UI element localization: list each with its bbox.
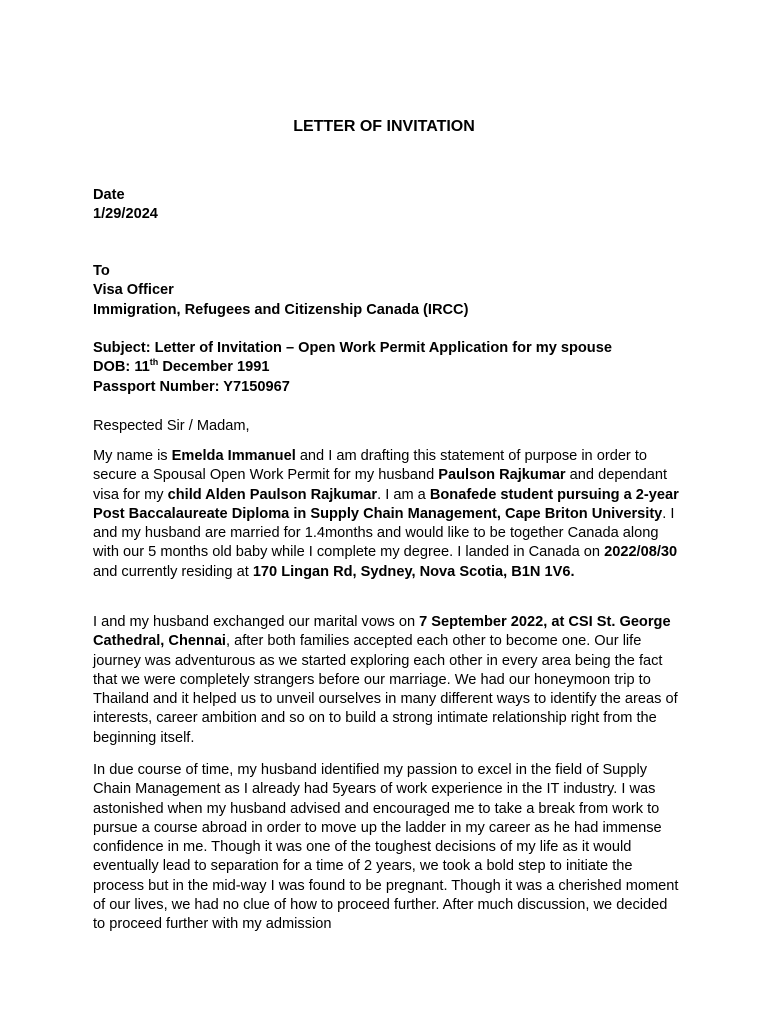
subject-block xyxy=(93,339,683,397)
recipient-department: Immigration, Refugees and Citizenship Canada (IRCC) xyxy=(93,301,469,318)
date-label: Date xyxy=(93,187,125,203)
passport-line: Passport Number: Y7150967 xyxy=(93,378,290,395)
date-block xyxy=(93,186,683,225)
dob-line: DOB: 11th December 1991 xyxy=(93,357,270,376)
subject-line: Subject: Letter of Invitation – Open Work Permit Application for my spouse xyxy=(93,340,612,356)
paragraph-career: In due course of time, my husband identified my passion to excel in the field of Supply Chain Management as I already had 5years of work experience in the IT industry. I was astonished when my husband advised and encouraged me to take a break from work to pursue a course abroad in order to move up the ladder in my career as he had immense confidence in me. Though it was one of the toughest decisions of my life as it would eventually lead to separation for a time of 2 years, we took a bold step to initiate the process but in the mid-way I was found to be pregnant. Though it was a cherished moment of our lives, we had no clue of how to proceed further. After much discussion, we decided to proceed further with my admission xyxy=(93,762,679,933)
paragraph-intro: My name is Emelda Immanuel and I am drafting this statement of purpose in order to secure a Spousal Open Work Permit for my husband Paulson Rajkumar and dependant visa for my child Alden Paulson Rajkumar. I am a Bonafede student pursuing a 2-year Post Baccalaureate Diploma in Supply Chain Management, Cape Briton University. I and my husband are married for 1.4months and would like to be together Canada along with our 5 months old baby while I complete my degree. I landed in Canada on 2022/08/30 and currently residing at 170 Lingan Rd, Sydney, Nova Scotia, B1N 1V6. xyxy=(93,448,679,580)
date-value: 1/29/2024 xyxy=(93,206,158,223)
recipient-officer: Visa Officer xyxy=(93,282,174,299)
salutation: Respected Sir / Madam, xyxy=(93,418,250,434)
paragraph-marriage: I and my husband exchanged our marital vows on 7 September 2022, at CSI St. George Cathedral, Chennai, after both families accepted each other to become one. Our life journey was adventurous as we started exploring each other in every area being the fact that we were completely strangers before our marriage. We had our honeymoon trip to Thailand and it helped us to unveil ourselves in many different ways to identify the areas of interests, career ambition and so on to build a strong intimate relationship right from the beginning itself. xyxy=(93,614,678,746)
letter-title: LETTER OF INVITATION xyxy=(293,118,475,135)
recipient-block xyxy=(93,262,683,320)
to-label: To xyxy=(93,263,110,279)
